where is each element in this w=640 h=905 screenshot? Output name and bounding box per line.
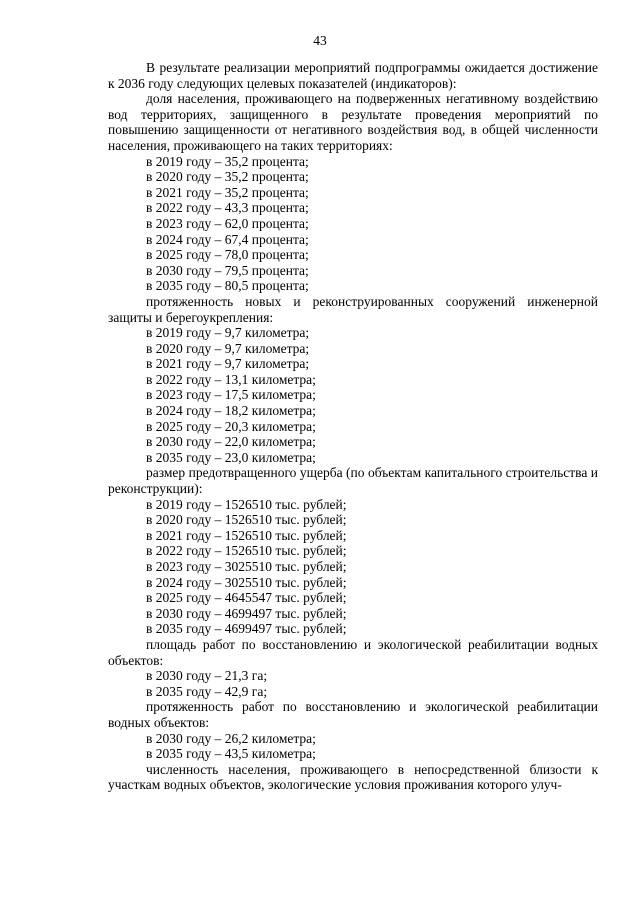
indicator-value-item: в 2024 году – 67,4 процента; (146, 231, 309, 247)
indicator-value-item: в 2030 году – 21,3 га; (146, 668, 268, 684)
indicator-value-item: в 2021 году – 9,7 километра; (146, 356, 310, 372)
intro-paragraph: В результате реализации мероприятий подпрограммы ожидается достижение к 2036 году следующих целевых показателей (индикаторов): (108, 60, 598, 91)
indicator-value-item: в 2035 году – 23,0 километра; (146, 449, 316, 465)
indicator-value-item: в 2023 году – 3025510 тыс. рублей; (146, 559, 347, 574)
indicator-value-item: в 2035 году – 4699497 тыс. рублей; (146, 621, 347, 637)
indicator-value-item: в 2020 году – 9,7 километра; (146, 340, 310, 356)
indicator-title: площадь работ по восстановлению и экологической реабилитации водных объектов: (108, 636, 598, 668)
indicator-title: размер предотвращенного ущерба (по объектам капитального строительства и реконструкции): (108, 465, 598, 497)
indicator-value-item: в 2022 году – 13,1 километра; (146, 371, 316, 387)
indicator-value-item: в 2020 году – 35,2 процента; (146, 169, 309, 185)
indicator-value-item: в 2025 году – 4645547 тыс. рублей; (146, 590, 347, 606)
indicator-value-item: в 2019 году – 35,2 процента; (146, 153, 309, 169)
closing-paragraph: численность населения, проживающего в непосредственной близости к участкам водных объектов, экологические условия проживания которого улуч- (108, 761, 598, 793)
indicator-value-item: в 2025 году – 20,3 километра; (146, 418, 316, 434)
indicator-value-item: в 2035 году – 80,5 процента; (146, 278, 309, 294)
page-number: 43 (313, 33, 327, 48)
indicator-value-item: в 2025 году – 78,0 процента; (146, 247, 309, 263)
indicator-value-item: в 2030 году – 26,2 километра; (146, 730, 316, 746)
indicator-value-item: в 2020 году – 1526510 тыс. рублей; (146, 512, 347, 528)
indicator-value-item: в 2023 году – 17,5 километра; (146, 387, 316, 403)
indicator-value-item: в 2030 году – 22,0 километра; (146, 434, 316, 450)
indicator-value-item: в 2035 году – 43,5 километра; (146, 746, 316, 762)
indicator-value-item: в 2022 году – 1526510 тыс. рублей; (146, 543, 347, 559)
indicators-section (108, 91, 598, 762)
indicator-value-item: в 2023 году – 62,0 процента; (146, 215, 309, 231)
indicator-title: протяженность новых и реконструированных сооружений инженерной защиты и берегоукрепления: (108, 293, 598, 325)
indicator-value-item: в 2024 году – 18,2 километра; (146, 403, 316, 419)
document-body (108, 60, 598, 793)
indicator-title: доля населения, проживающего на подверженных негативному воздействию вод территориях, защищенного в результате проведения мероприятий по повышению защищенности от негативного воздействия вод, в общей численности населения, проживающего на таких территориях: (108, 91, 598, 153)
indicator-value-item: в 2030 году – 79,5 процента; (146, 262, 309, 278)
indicator-value-item: в 2024 году – 3025510 тыс. рублей; (146, 574, 347, 590)
indicator-value-item: в 2021 году – 1526510 тыс. рублей; (146, 527, 347, 543)
indicator-value-item: в 2030 году – 4699497 тыс. рублей; (146, 605, 347, 621)
indicator-value-item: в 2022 году – 43,3 процента; (146, 200, 309, 216)
indicator-value-item: в 2035 году – 42,9 га; (146, 683, 268, 699)
indicator-value-item: в 2019 году – 1526510 тыс. рублей; (146, 496, 347, 512)
indicator-value-item: в 2019 году – 9,7 километра; (146, 325, 310, 341)
indicator-title: протяженность работ по восстановлению и экологической реабилитации водных объектов: (108, 699, 598, 730)
indicator-value-item: в 2021 году – 35,2 процента; (146, 184, 309, 200)
